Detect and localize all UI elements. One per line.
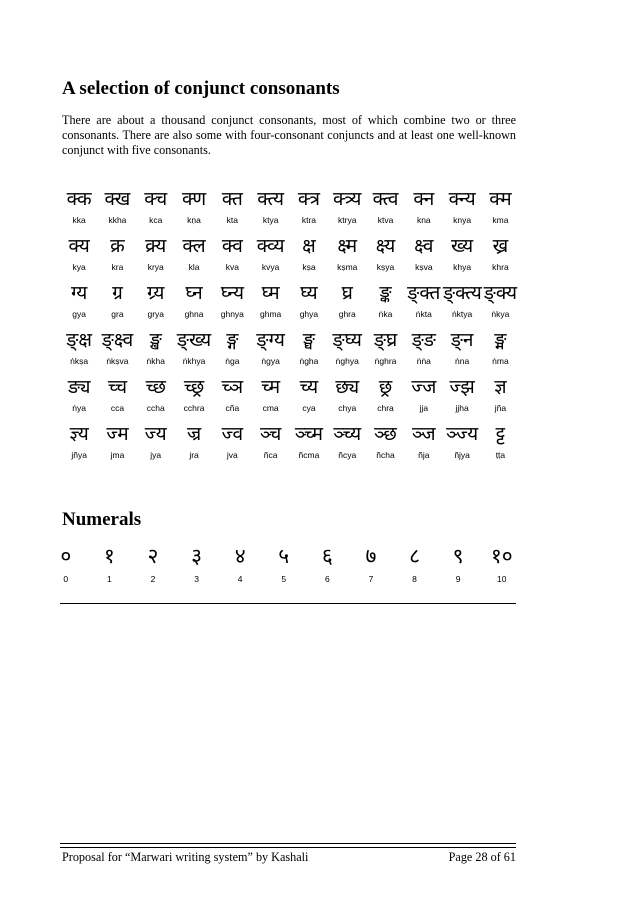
conjunct-cell	[213, 186, 251, 233]
conjunct-transliteration: ñja	[418, 450, 430, 460]
conjunct-transliteration: kvya	[261, 262, 280, 272]
conjunct-transliteration: grya	[147, 309, 165, 319]
conjunct-cell	[290, 280, 328, 327]
numerals-heading: Numerals	[62, 509, 142, 530]
conjunct-glyph: ङ्क्ष्व	[101, 329, 134, 351]
conjunct-transliteration: ṅṅa	[416, 356, 431, 366]
conjunct-transliteration: kṣya	[376, 262, 395, 272]
conjunct-transliteration: ccha	[146, 403, 165, 413]
conjunct-row	[60, 233, 520, 280]
conjunct-cell	[251, 233, 289, 280]
conjunct-transliteration: khya	[453, 262, 472, 272]
conjunct-glyph: च्ञ	[221, 376, 244, 398]
numeral-cell	[175, 542, 219, 585]
conjunct-cell	[175, 233, 213, 280]
conjunct-transliteration: jña	[494, 403, 507, 413]
conjunct-transliteration: ghna	[184, 309, 204, 319]
conjunct-transliteration: ṅkha	[146, 356, 165, 366]
conjunct-cell	[175, 374, 213, 421]
conjunct-cell	[251, 327, 289, 374]
conjunct-glyph: ङ्ग	[226, 329, 239, 351]
conjunct-transliteration: cma	[262, 403, 279, 413]
conjunct-cell	[481, 186, 519, 233]
footer-rule-thin	[60, 847, 516, 848]
conjunct-glyph: क्क	[66, 188, 92, 210]
conjunct-glyph: ञ्ज्य	[446, 423, 479, 445]
conjunct-cell	[405, 374, 443, 421]
conjunct-glyph: ङ्क्ष	[66, 329, 93, 351]
conjunct-cell	[213, 421, 251, 468]
conjunct-glyph: ज्य	[144, 423, 167, 445]
conjunct-cell	[405, 233, 443, 280]
conjunct-glyph: ङ्क्य	[483, 282, 518, 304]
conjunct-cell	[443, 327, 481, 374]
numeral-cell	[306, 542, 350, 585]
conjunct-cell	[290, 374, 328, 421]
conjunct-transliteration: ṅkta	[415, 309, 432, 319]
conjunct-transliteration: kla	[188, 262, 200, 272]
conjunct-transliteration: krya	[147, 262, 164, 272]
conjunct-transliteration: ghra	[338, 309, 356, 319]
conjunct-transliteration: ñca	[263, 450, 278, 460]
conjunct-cell	[175, 280, 213, 327]
numeral-value: 7	[368, 574, 374, 584]
conjunct-transliteration: ṅga	[225, 356, 240, 366]
conjunct-transliteration: kkha	[108, 215, 127, 225]
conjunct-cell	[98, 280, 136, 327]
numeral-glyph: २	[147, 544, 159, 568]
conjunct-cell	[175, 186, 213, 233]
conjunct-glyph: ङ्ख्य	[176, 329, 212, 351]
conjunct-transliteration: kca	[149, 215, 163, 225]
conjunct-cell	[213, 233, 251, 280]
conjunct-glyph: क्व्य	[256, 235, 285, 257]
conjunct-cell	[137, 233, 175, 280]
conjunct-transliteration: gya	[72, 309, 86, 319]
conjunct-transliteration: ktrya	[338, 215, 357, 225]
conjunct-cell	[366, 186, 404, 233]
conjunct-glyph: क्म	[489, 188, 512, 210]
numeral-glyph: ९	[452, 544, 464, 568]
conjunct-cell	[60, 421, 98, 468]
conjunct-cell	[481, 280, 519, 327]
conjunct-glyph: ञ्च्य	[333, 423, 362, 445]
conjunct-glyph: च्छ्र	[183, 376, 205, 398]
conjunct-glyph: ज्व	[221, 423, 244, 445]
numeral-glyph: ३	[191, 544, 203, 568]
conjunct-glyph: च्य	[299, 376, 319, 398]
numeral-cell	[480, 542, 524, 585]
conjunct-glyph: ङ्य	[67, 376, 91, 398]
conjunct-transliteration: kṣa	[302, 262, 316, 272]
conjunct-transliteration: ñcma	[298, 450, 320, 460]
numerals-table	[44, 542, 524, 585]
conjunct-cell	[251, 280, 289, 327]
conjunct-glyph: क्य	[68, 235, 90, 257]
conjunct-glyph: घ्म	[261, 282, 280, 304]
conjunct-glyph: ङ्घ्य	[332, 329, 362, 351]
conjunct-glyph: ञ्च	[259, 423, 282, 445]
conjunct-cell	[98, 327, 136, 374]
conjunct-glyph: क्त्र	[297, 188, 320, 210]
conjunct-transliteration: ṅkya	[491, 309, 510, 319]
conjunct-glyph: क्त	[221, 188, 243, 210]
conjunct-glyph: ख्य	[451, 235, 474, 257]
numeral-value: 6	[324, 574, 330, 584]
conjunct-cell	[213, 374, 251, 421]
conjunct-glyph: ङ्न	[450, 329, 474, 351]
conjunct-cell	[405, 421, 443, 468]
numeral-glyph: ५	[278, 544, 290, 568]
conjunct-transliteration: kka	[72, 215, 86, 225]
conjunct-cell	[366, 233, 404, 280]
conjunct-cell	[481, 374, 519, 421]
conjunct-cell	[366, 374, 404, 421]
conjunct-transliteration: kma	[492, 215, 509, 225]
conjunct-cell	[290, 186, 328, 233]
conjunct-cell	[251, 186, 289, 233]
conjunct-glyph: क्ष्व	[414, 235, 434, 257]
conjunct-row	[60, 421, 520, 468]
conjunct-cell	[405, 186, 443, 233]
conjunct-glyph: घ्य	[300, 282, 318, 304]
conjunct-cell	[366, 421, 404, 468]
conjunct-transliteration: kṣma	[337, 262, 358, 272]
conjunct-glyph: ज्झ	[449, 376, 475, 398]
conjunct-glyph: घ्न्य	[220, 282, 244, 304]
numeral-value: 1	[107, 574, 112, 584]
conjunct-cell	[481, 233, 519, 280]
conjunct-glyph: क्त्य	[257, 188, 284, 210]
conjunct-transliteration: ṅkhya	[182, 356, 206, 366]
conjunct-cell	[290, 233, 328, 280]
conjunct-transliteration: kta	[226, 215, 238, 225]
conjunct-cell	[175, 327, 213, 374]
conjunct-glyph: छ्य	[335, 376, 360, 398]
conjunct-transliteration: ghnya	[220, 309, 244, 319]
conjunct-cell	[137, 327, 175, 374]
conjunct-row	[60, 186, 520, 233]
conjunct-glyph: ज्म	[106, 423, 129, 445]
conjunct-transliteration: ñcha	[376, 450, 395, 460]
conjunct-glyph: ज्ञ	[494, 376, 507, 398]
conjunct-cell	[213, 327, 251, 374]
conjunct-transliteration: ṅkṣva	[106, 356, 129, 366]
numeral-cell	[131, 542, 175, 585]
conjunct-cell	[328, 421, 366, 468]
conjunct-cell	[290, 327, 328, 374]
numeral-glyph: ०	[60, 544, 72, 568]
conjunct-cell	[328, 374, 366, 421]
numeral-cell	[262, 542, 306, 585]
conjunct-cell	[213, 280, 251, 327]
conjunct-transliteration: ṅka	[378, 309, 393, 319]
section-rule	[60, 603, 516, 604]
numeral-cell	[436, 542, 480, 585]
conjunct-transliteration: cca	[110, 403, 125, 413]
conjunct-glyph: ज्र	[186, 423, 202, 445]
conjunct-cell	[98, 374, 136, 421]
conjunct-glyph: क्न्य	[448, 188, 476, 210]
conjunct-cell	[251, 421, 289, 468]
conjunct-glyph: क्ल	[182, 235, 206, 257]
conjunct-transliteration: cya	[302, 403, 316, 413]
numeral-value: 2	[150, 574, 156, 584]
conjunct-transliteration: ktva	[377, 215, 394, 225]
conjunct-transliteration: ṅya	[72, 403, 86, 413]
conjunct-cell	[405, 327, 443, 374]
conjunct-cell	[98, 186, 136, 233]
conjunct-transliteration: jñya	[71, 450, 87, 460]
conjunct-glyph: ज्ज	[411, 376, 437, 398]
conjunct-cell	[443, 280, 481, 327]
numeral-value: 0	[63, 574, 69, 584]
conjunct-transliteration: ñcya	[338, 450, 357, 460]
conjunct-glyph: च्म	[261, 376, 281, 398]
conjunct-transliteration: kṣva	[415, 262, 433, 272]
conjunct-cell	[290, 421, 328, 468]
conjunct-glyph: घ्र	[341, 282, 353, 304]
conjunct-transliteration: kra	[111, 262, 124, 272]
conjunct-transliteration: ktya	[262, 215, 279, 225]
conjunct-cell	[328, 280, 366, 327]
conjunct-glyph: ख्र	[492, 235, 509, 257]
numeral-glyph: ७	[365, 544, 377, 568]
numeral-value: 3	[194, 574, 199, 584]
numeral-cell	[44, 542, 88, 585]
conjunct-glyph: क्न	[413, 188, 435, 210]
conjunct-transliteration: ghya	[299, 309, 319, 319]
conjunct-glyph: ङ्ङ	[411, 329, 436, 351]
conjunct-cell	[366, 327, 404, 374]
conjunct-glyph: क्र्य	[145, 235, 167, 257]
conjunct-transliteration: jra	[189, 450, 199, 460]
conjunct-transliteration: knya	[453, 215, 472, 225]
conjunct-glyph: ङ्क्त्य	[442, 282, 482, 304]
conjunct-glyph: ञ्छ	[374, 423, 397, 445]
conjunct-glyph: ङ्घ	[302, 329, 315, 351]
conjunct-transliteration: jma	[110, 450, 125, 460]
conjunct-glyph: ज्ञ्य	[69, 423, 89, 445]
conjunct-cell	[328, 233, 366, 280]
conjunct-cell	[328, 186, 366, 233]
conjunct-glyph: घ्न	[185, 282, 203, 304]
conjunct-cell	[137, 280, 175, 327]
conjunct-cell	[443, 374, 481, 421]
conjunct-glyph: ग्र	[112, 282, 123, 304]
numeral-glyph: १	[103, 544, 115, 568]
conjunct-transliteration: ṅkṣa	[70, 356, 89, 366]
numeral-value: 9	[455, 574, 461, 584]
conjunct-glyph: ट्ट	[495, 423, 506, 445]
conjunct-transliteration: ṅna	[455, 356, 470, 366]
conjunct-cell	[137, 421, 175, 468]
conjunct-transliteration: jja	[419, 403, 429, 413]
numeral-glyph: १०	[490, 544, 513, 568]
conjunct-table	[60, 186, 520, 468]
conjunct-transliteration: ṅghra	[374, 356, 397, 366]
conjunct-cell	[98, 233, 136, 280]
conjunct-row	[60, 327, 520, 374]
conjunct-transliteration: ṭṭa	[495, 450, 506, 460]
conjunct-transliteration: khra	[492, 262, 509, 272]
conjunct-glyph: ञ्ज	[412, 423, 436, 445]
conjunct-transliteration: jva	[226, 450, 238, 460]
conjunct-transliteration: ṅktya	[451, 309, 473, 319]
conjunct-transliteration: jya	[150, 450, 162, 460]
conjunct-glyph: ङ्म	[494, 329, 507, 351]
numeral-value: 4	[237, 574, 243, 584]
conjunct-cell	[328, 327, 366, 374]
conjunct-cell	[175, 421, 213, 468]
conjunct-glyph: ङ्ग्य	[256, 329, 285, 351]
conjunct-transliteration: chya	[338, 403, 357, 413]
numeral-cell	[218, 542, 262, 585]
conjunct-glyph: ञ्च्म	[294, 423, 323, 445]
conjunct-transliteration: ṅgha	[299, 356, 319, 366]
conjunct-cell	[481, 421, 519, 468]
conjunct-transliteration: ṅgya	[261, 356, 280, 366]
conjunct-transliteration: ṅghya	[335, 356, 359, 366]
conjunct-row	[60, 374, 520, 421]
conjunct-glyph: क्ष्य	[375, 235, 396, 257]
footer-title: Proposal for “Marwari writing system” by Kashali	[62, 850, 309, 864]
conjunct-transliteration: kṇa	[187, 215, 201, 225]
conjunct-transliteration: kna	[416, 215, 431, 225]
conjunct-transliteration: ktra	[301, 215, 317, 225]
conjunct-transliteration: chra	[377, 403, 394, 413]
conjunct-cell	[251, 374, 289, 421]
conjunct-cell	[405, 280, 443, 327]
conjunct-cell	[481, 327, 519, 374]
conjunct-cell	[60, 327, 98, 374]
numeral-cell	[88, 542, 132, 585]
conjunct-transliteration: ghma	[260, 309, 282, 319]
conjunct-glyph: छ्र	[378, 376, 393, 398]
conjunct-glyph: ङ्क	[379, 282, 392, 304]
conjunct-glyph: क्ष्म	[337, 235, 358, 257]
numeral-glyph: ८	[409, 544, 420, 568]
conjunct-glyph: क्ख	[104, 188, 131, 210]
numeral-glyph: ६	[321, 544, 333, 568]
intro-paragraph: There are about a thousand conjunct consonants, most of which combine two or three consonants. There are also some with four-consonant conjuncts and at least one well-known conjunct with five consonants.	[62, 113, 516, 158]
conjunct-cell	[366, 280, 404, 327]
conjunct-transliteration: kva	[225, 262, 239, 272]
conjunct-cell	[60, 280, 98, 327]
numeral-value: 8	[412, 574, 417, 584]
conjunct-glyph: क्त्र्य	[333, 188, 362, 210]
conjunct-transliteration: ṅma	[492, 356, 509, 366]
numeral-value: 5	[281, 574, 287, 584]
section-heading: A selection of conjunct consonants	[62, 78, 340, 99]
conjunct-glyph: च्छ	[145, 376, 166, 398]
conjunct-transliteration: gra	[111, 309, 124, 319]
conjunct-glyph: च्च	[107, 376, 128, 398]
conjunct-cell	[98, 421, 136, 468]
conjunct-transliteration: kya	[72, 262, 86, 272]
numeral-cell	[349, 542, 393, 585]
conjunct-glyph: ङ्क्त	[407, 282, 441, 304]
conjunct-cell	[443, 186, 481, 233]
conjunct-cell	[443, 233, 481, 280]
conjunct-transliteration: cña	[225, 403, 240, 413]
conjunct-transliteration: jjha	[455, 403, 469, 413]
conjunct-transliteration: ñjya	[454, 450, 470, 460]
conjunct-cell	[60, 374, 98, 421]
conjunct-glyph: ङ्घ्र	[373, 329, 398, 351]
conjunct-transliteration: cchra	[183, 403, 205, 413]
conjunct-cell	[60, 233, 98, 280]
conjunct-glyph: ग्र्य	[147, 282, 165, 304]
conjunct-cell	[443, 421, 481, 468]
conjunct-glyph: क्व	[221, 235, 243, 257]
conjunct-cell	[60, 186, 98, 233]
conjunct-glyph: ग्य	[70, 282, 88, 304]
conjunct-glyph: क्च	[144, 188, 168, 210]
numeral-value: 10	[497, 574, 507, 584]
footer-rule-thick	[60, 843, 516, 844]
numeral-cell	[393, 542, 437, 585]
conjunct-glyph: ङ्ख	[149, 329, 162, 351]
conjunct-glyph: क्र	[110, 235, 125, 257]
conjunct-cell	[137, 374, 175, 421]
numeral-glyph: ४	[234, 544, 246, 568]
conjunct-row	[60, 280, 520, 327]
conjunct-cell	[137, 186, 175, 233]
conjunct-glyph: क्ण	[181, 188, 207, 210]
conjunct-glyph: क्त्व	[372, 188, 399, 210]
conjunct-glyph: क्ष	[302, 235, 316, 257]
page-number: Page 28 of 61	[448, 850, 516, 864]
